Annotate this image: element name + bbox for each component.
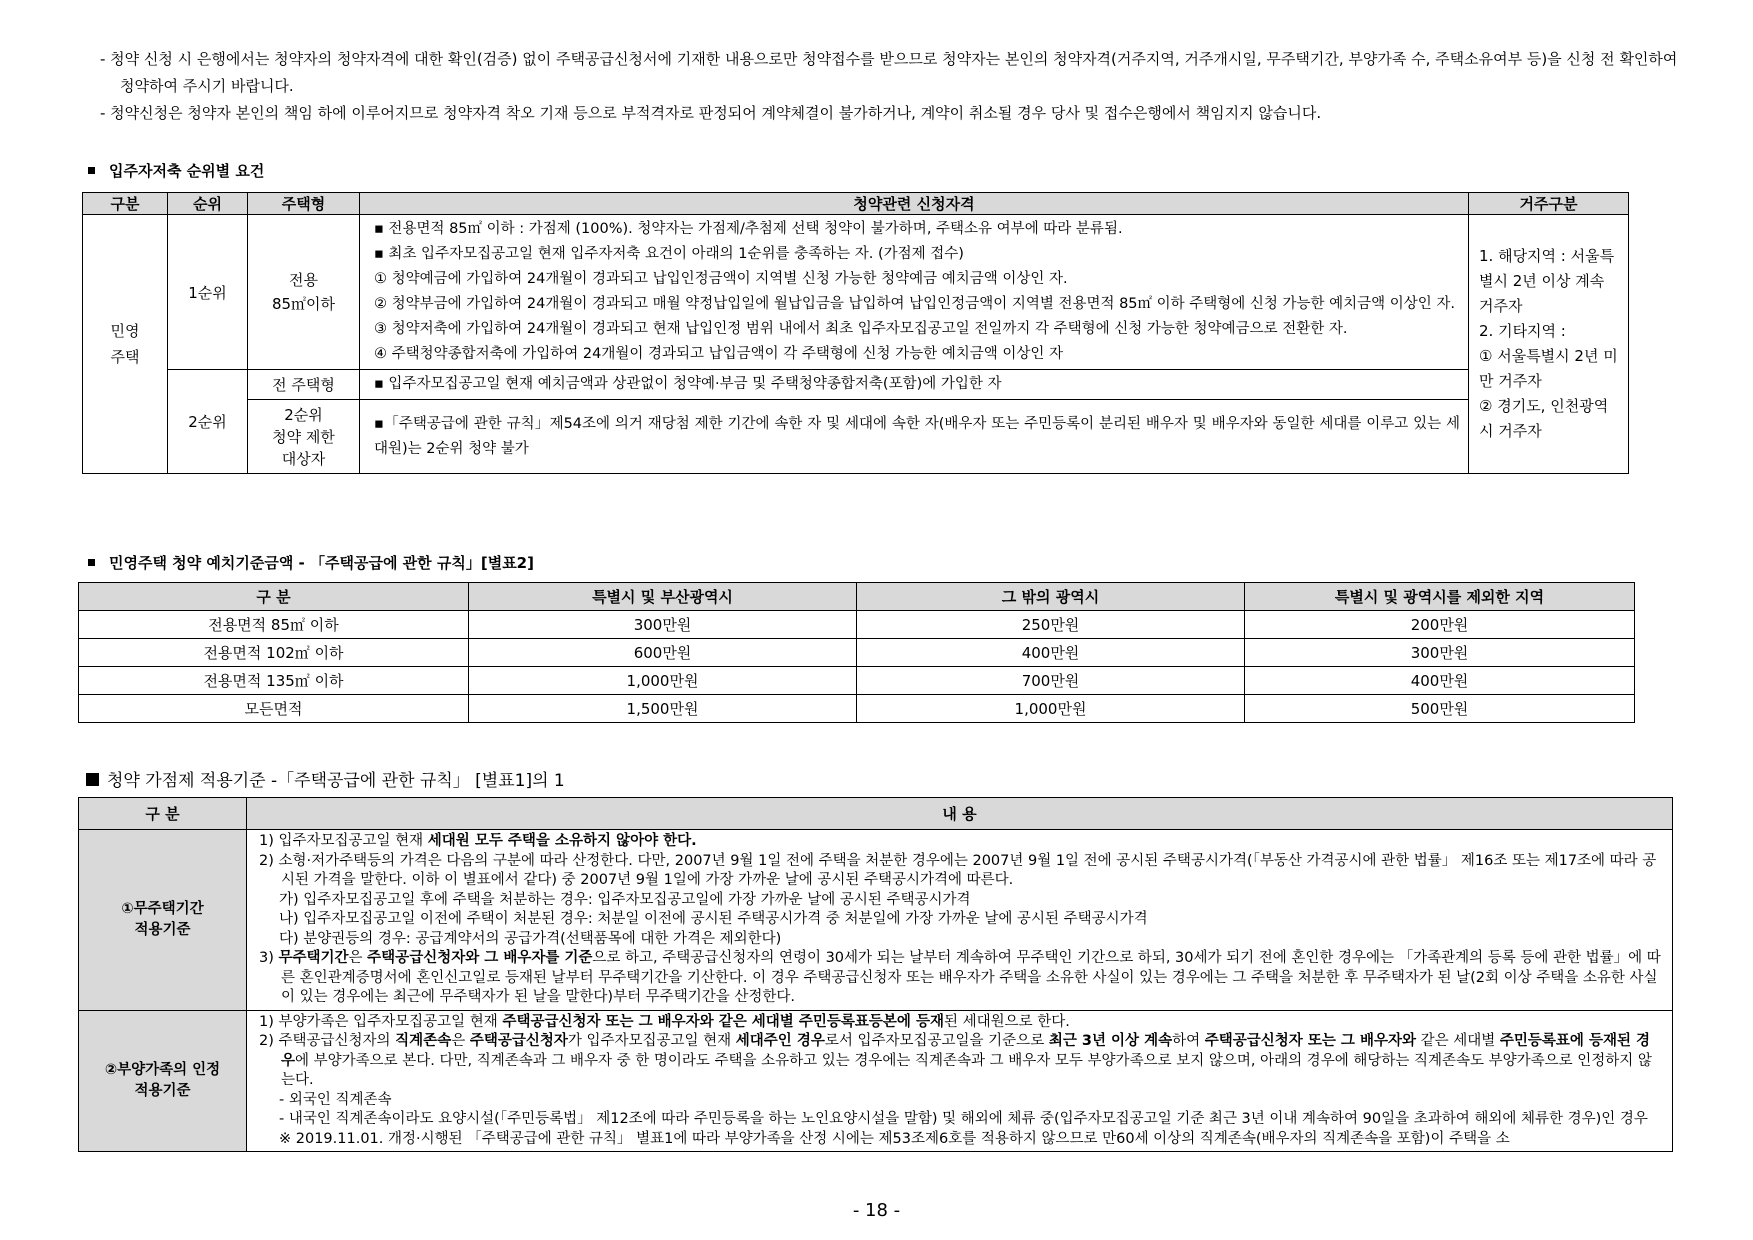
table-row: [79, 611, 1635, 639]
section-title-deposit: 민영주택 청약 예치기준금액 - 「주택공급에 관한 규칙」[별표2]: [82, 552, 534, 573]
area-cell: 모든면적: [79, 695, 469, 723]
table-row: [83, 370, 1629, 400]
table-row: [79, 639, 1635, 667]
amount-cell: 1,000만원: [857, 695, 1245, 723]
table-row: [83, 215, 1629, 370]
notice-notes: [100, 46, 1690, 127]
table-row: [79, 830, 1673, 1011]
header-other-metro: 그 밖의 광역시: [857, 583, 1245, 611]
table-header-row: [79, 798, 1673, 830]
square-bullet-icon: [88, 559, 95, 566]
amount-cell: 200만원: [1245, 611, 1635, 639]
square-bullet-icon: [86, 773, 99, 786]
eligibility-line: ① 청약예금에 가입하여 24개월이 경과되고 납입인정금액이 지역별 신청 가능한 청약예금 예치금액 이상인 자.: [374, 271, 1068, 287]
page-number: - 18 -: [852, 1200, 901, 1221]
amount-cell: 400만원: [857, 639, 1245, 667]
amount-cell: 1,000만원: [469, 667, 857, 695]
point-system-table: [78, 797, 1673, 1152]
table-row: [79, 1010, 1673, 1152]
header-content: 내 용: [247, 798, 1673, 830]
square-bullet-icon: [88, 167, 95, 174]
header-seoul-busan: 특별시 및 부산광역시: [469, 583, 857, 611]
savings-rank-table: [82, 192, 1629, 474]
category-private-housing: 민영 주택: [83, 215, 168, 474]
rank-2: 2순위: [168, 370, 248, 474]
table-row: [83, 400, 1629, 474]
label-dependents: ②부양가족의 인정 적용기준: [79, 1010, 247, 1152]
rank2-housing-type-all: 전 주택형: [248, 370, 360, 400]
rank-1: 1순위: [168, 215, 248, 370]
rank1-housing-type: 전용 85㎡이하: [248, 215, 360, 370]
deposit-amount-table: [78, 582, 1635, 723]
eligibility-line: ③ 청약저축에 가입하여 24개월이 경과되고 현재 납입인정 범위 내에서 최초 입주자모집공고일 전일까지 각 주택형에 신청 가능한 청약예금으로 전환한 자.: [374, 321, 1348, 337]
homeless-period-content: 1) 입주자모집공고일 현재 세대원 모두 주택을 소유하지 않아야 한다. 2) 소형·저가주택등의 가격은 다음의 구분에 따라 산정한다. 다만, 2007년 9월 1일 전에 주택을 처분한 경우에는 2007년 9월 1일 전에 공시된 주택공시가격(「부동산 가격공시에 관한 법률」 제16조 또는 제17조에 따라 공시된 가격을 말한다. 이하 이 별표에서 같다) 중 2007년 9월 1일에 가장 가까운 날에 공시된 주택공시가격에 따른다. 가) 입주자모집공고일 후에 주택을 처분하는 경우: 입주자모집공고일에 가장 가까운 날에 공시된 주택공시가격 나) 입주자모집공고일 이전에 주택이 처분된 경우: 처분일 이전에 공시된 주택공시가격 중 처분일에 가장 가까운 날에 공시된 주택공시가격 다) 분양권등의 경우: 공급계약서의 공급가격(선택품목에 대한 가격은 제외한다) 3) 무주택기간은 주택공급신청자와 그 배우자를 기준으로 하고, 주택공급신청자의 연령이 30세가 되는 날부터 계속하여 무주택인 기간으로 하되, 30세가 되기 전에 혼인한 경우에는 「가족관계의 등록 등에 관한 법률」에 따른 혼인관계증명서에 혼인신고일로 등재된 날부터 무주택기간을 기산한다. 이 경우 주택공급신청자 또는 배우자가 주택을 소유한 사실이 있는 경우에는 그 주택을 처분한 후 무주택자가 된 날(2회 이상 주택을 소유한 사실이 있는 경우에는 최근에 무주택자가 된 날을 말한다)부터 무주택기간을 산정한다.: [247, 830, 1673, 1011]
amount-cell: 400만원: [1245, 667, 1635, 695]
header-category: 구 분: [79, 798, 247, 830]
header-category: 구분: [83, 193, 168, 215]
amount-cell: 600만원: [469, 639, 857, 667]
header-rank: 순위: [168, 193, 248, 215]
eligibility-line: ▪ 최초 입주자모집공고일 현재 입주자저축 요건이 아래의 1순위를 충족하는 자. (가점제 접수): [374, 246, 964, 262]
amount-cell: 300만원: [1245, 639, 1635, 667]
header-other-regions: 특별시 및 광역시를 제외한 지역: [1245, 583, 1635, 611]
eligibility-line: ② 청약부금에 가입하여 24개월이 경과되고 매월 약정납입일에 월납입금을 납입하여 납입인정금액이 지역별 전용면적 85㎡ 이하 주택형에 신청 가능한 예치금액 이상인 자.: [374, 296, 1456, 312]
rank1-eligibility: [360, 215, 1469, 370]
amount-cell: 1,500만원: [469, 695, 857, 723]
rank2-eligibility: ▪ 입주자모집공고일 현재 예치금액과 상관없이 청약예·부금 및 주택청약종합저축(포함)에 가입한 자: [360, 370, 1469, 400]
label-homeless-period: ①무주택기간 적용기준: [79, 830, 247, 1011]
amount-cell: 250만원: [857, 611, 1245, 639]
area-cell: 전용면적 85㎡ 이하: [79, 611, 469, 639]
rank2-restricted-type: 2순위 청약 제한 대상자: [248, 400, 360, 474]
table-row: [79, 695, 1635, 723]
table-row: [79, 667, 1635, 695]
note-1: - 청약 신청 시 은행에서는 청약자의 청약자격에 대한 확인(검증) 없이 주택공급신청서에 기재한 내용으로만 청약접수를 받으므로 청약자는 본인의 청약자격(거주지역, 거주개시일, 무주택기간, 부양가족 수, 주택소유여부 등)을 신청 전 확인하여 청약하여 주시기 바랍니다.: [100, 50, 1678, 95]
area-cell: 전용면적 102㎡ 이하: [79, 639, 469, 667]
table-header-row: [83, 193, 1629, 215]
section-title-point-system: 청약 가점제 적용기준 -「주택공급에 관한 규칙」 [별표1]의 1: [86, 766, 565, 791]
header-eligibility: 청약관련 신청자격: [360, 193, 1469, 215]
section-title-savings-rank: 입주자저축 순위별 요건: [82, 160, 264, 181]
note-2: - 청약신청은 청약자 본인의 책임 하에 이루어지므로 청약자격 착오 기재 등으로 부적격자로 판정되어 계약체결이 불가하거나, 계약이 취소될 경우 당사 및 접수은행에서 책임지지 않습니다.: [100, 104, 1322, 122]
header-housing-type: 주택형: [248, 193, 360, 215]
amount-cell: 300만원: [469, 611, 857, 639]
eligibility-line: ④ 주택청약종합저축에 가입하여 24개월이 경과되고 납입금액이 각 주택형에 신청 가능한 예치금액 이상인 자: [374, 346, 1064, 362]
amount-cell: 700만원: [857, 667, 1245, 695]
eligibility-line: ▪ 전용면적 85㎡ 이하 : 가점제 (100%). 청약자는 가점제/추첨제 선택 청약이 불가하며, 주택소유 여부에 따라 분류됨.: [374, 221, 1123, 237]
table-header-row: [79, 583, 1635, 611]
amount-cell: 500만원: [1245, 695, 1635, 723]
header-residence: 거주구분: [1469, 193, 1629, 215]
rank2-restriction-text: ▪「주택공급에 관한 규칙」제54조에 의거 재당첨 제한 기간에 속한 자 및 세대에 속한 자(배우자 또는 주민등록이 분리된 배우자 및 배우자와 동일한 세대를 이루고 있는 세대원)는 2순위 청약 불가: [360, 400, 1469, 474]
dependents-content: 1) 부양가족은 입주자모집공고일 현재 주택공급신청자 또는 그 배우자와 같은 세대별 주민등록표등본에 등재된 세대원으로 한다. 2) 주택공급신청자의 직계존속은 주택공급신청자가 입주자모집공고일 현재 세대주인 경우로서 입주자모집공고일을 기준으로 최근 3년 이상 계속하여 주택공급신청자 또는 그 배우자와 같은 세대별 주민등록표에 등재된 경우에 부양가족으로 본다. 다만, 직계존속과 그 배우자 중 한 명이라도 주택을 소유하고 있는 경우에는 직계존속과 그 배우자 모두 부양가족으로 보지 않으며, 아래의 경우에 해당하는 직계존속도 부양가족으로 인정하지 않는다. - 외국인 직계존속 - 내국인 직계존속이라도 요양시설(「주민등록법」 제12조에 따라 주민등록을 하는 노인요양시설을 말함) 및 해외에 체류 중(입주자모집공고일 기준 최근 3년 이내 계속하여 90일을 초과하여 해외에 체류한 경우)인 경우 ※ 2019.11.01. 개정·시행된 「주택공급에 관한 규칙」 별표1에 따라 부양가족을 산정 시에는 제53조제6호를 적용하지 않으므로 만60세 이상의 직계존속(배우자의 직계존속을 포함)이 주택을 소: [247, 1010, 1673, 1152]
header-area: 구 분: [79, 583, 469, 611]
area-cell: 전용면적 135㎡ 이하: [79, 667, 469, 695]
residence-criteria: 1. 해당지역 : 서울특별시 2년 이상 계속 거주자 2. 기타지역 : ① 서울특별시 2년 미만 거주자 ② 경기도, 인천광역시 거주자: [1469, 215, 1629, 474]
